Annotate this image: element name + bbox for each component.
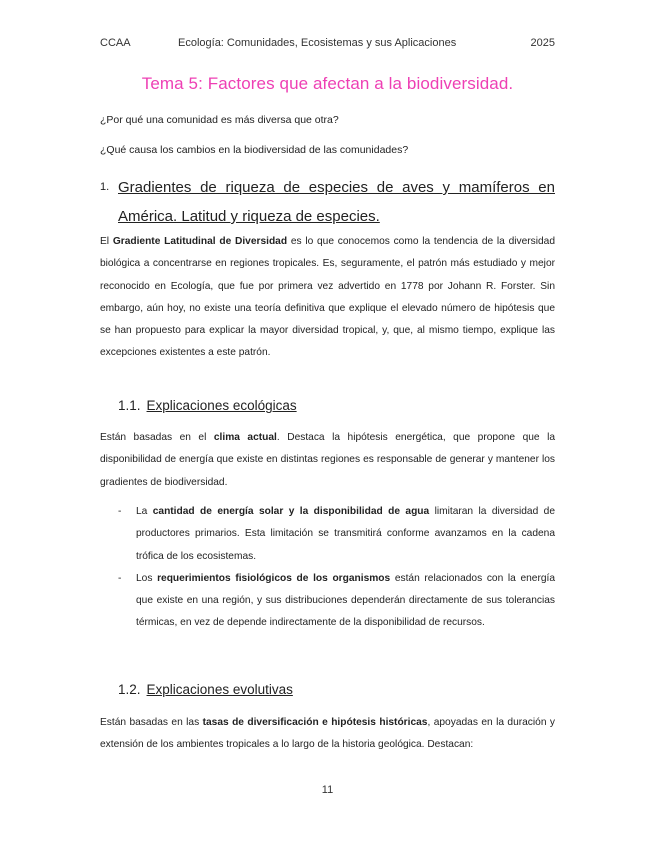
bullet-list	[118, 501, 555, 635]
section-1-1-title: Explicaciones ecológicas	[146, 398, 297, 413]
question-1: ¿Por qué una comunidad es más diversa que otra?	[100, 114, 339, 126]
header-left: CCAA	[100, 37, 131, 49]
bullet-text: limitaran la diversidad de productores primarios. Esta limitación se transmitirá conforme avanzamos en la cadena trófica de los ecosistemas.	[136, 506, 555, 562]
paragraph-text: . Destaca la hipótesis energética, que propone que la disponibilidad de energía que existe en distintas regiones es responsable de generar y mantener los gradientes de biodiversidad.	[100, 432, 556, 488]
paragraph-text: El	[100, 236, 113, 247]
bullet-dash: -	[118, 506, 122, 517]
section-1-title: Gradientes de riqueza de especies de aves y mamíferos en América. Latitud y riqueza de especies.	[118, 179, 555, 225]
list-item	[118, 568, 555, 635]
paragraph-evolutionary	[100, 712, 555, 757]
section-1-2-title: Explicaciones evolutivas	[146, 682, 293, 697]
header-right: 2025	[530, 37, 555, 49]
question-2: ¿Qué causa los cambios en la biodiversidad de las comunidades?	[100, 144, 409, 156]
bold-term: requerimientos fisiológicos de los organismos	[157, 572, 391, 584]
paragraph-text: Están basadas en las	[100, 717, 203, 728]
bullet-text: Los	[136, 572, 158, 584]
section-1-2-heading	[118, 682, 293, 697]
paragraph-gradient	[100, 231, 555, 365]
bold-term: tasas de diversificación e hipótesis históricas	[202, 717, 428, 728]
bold-term: Gradiente Latitudinal de Diversidad	[112, 236, 288, 247]
section-1-number: 1.	[100, 181, 110, 193]
paragraph-text: Están basadas en el	[100, 432, 214, 443]
bullet-text: La	[136, 506, 153, 517]
paragraph-text: es lo que conocemos como la tendencia de la diversidad biológica a concentrarse en regiones tropicales. Es, seguramente, el patrón más estudiado y mejor reconocido en Ecología, que fue por primera vez advertido en 1778 por Johann R. Forster. Sin embargo, aún hoy, no existe una teoría definitiva que explique el elevado número de hipótesis que se han propuesto para explicar la mayor diversidad tropical, y, que, al mismo tiempo, explique las excepciones existentes a este patrón.	[100, 236, 556, 359]
section-1-heading	[100, 173, 555, 231]
bullet-dash: -	[118, 572, 122, 584]
paragraph-ecological	[100, 427, 555, 494]
section-1-1-number: 1.1.	[118, 398, 141, 413]
header-center: Ecología: Comunidades, Ecosistemas y sus Aplicaciones	[178, 37, 457, 49]
page-number: 11	[321, 784, 334, 796]
paragraph-text: , apoyadas en la duración y extensión de los ambientes tropicales a lo largo de la historia geológica. Destacan:	[100, 717, 556, 751]
bold-term: cantidad de energía solar y la disponibilidad de agua	[152, 506, 430, 517]
bold-term: clima actual	[213, 432, 277, 443]
bullet-text: están relacionados con la energía que existe en una región, y sus distribuciones dependerán directamente de sus tolerancias térmicas, en vez de depende indirectamente de la disponibilidad de recursos.	[136, 572, 556, 629]
section-1-2-number: 1.2.	[118, 682, 141, 697]
page-title: Tema 5: Factores que afectan a la biodiversidad.	[141, 74, 514, 93]
section-1-1-heading	[118, 398, 297, 413]
list-item	[118, 501, 555, 568]
